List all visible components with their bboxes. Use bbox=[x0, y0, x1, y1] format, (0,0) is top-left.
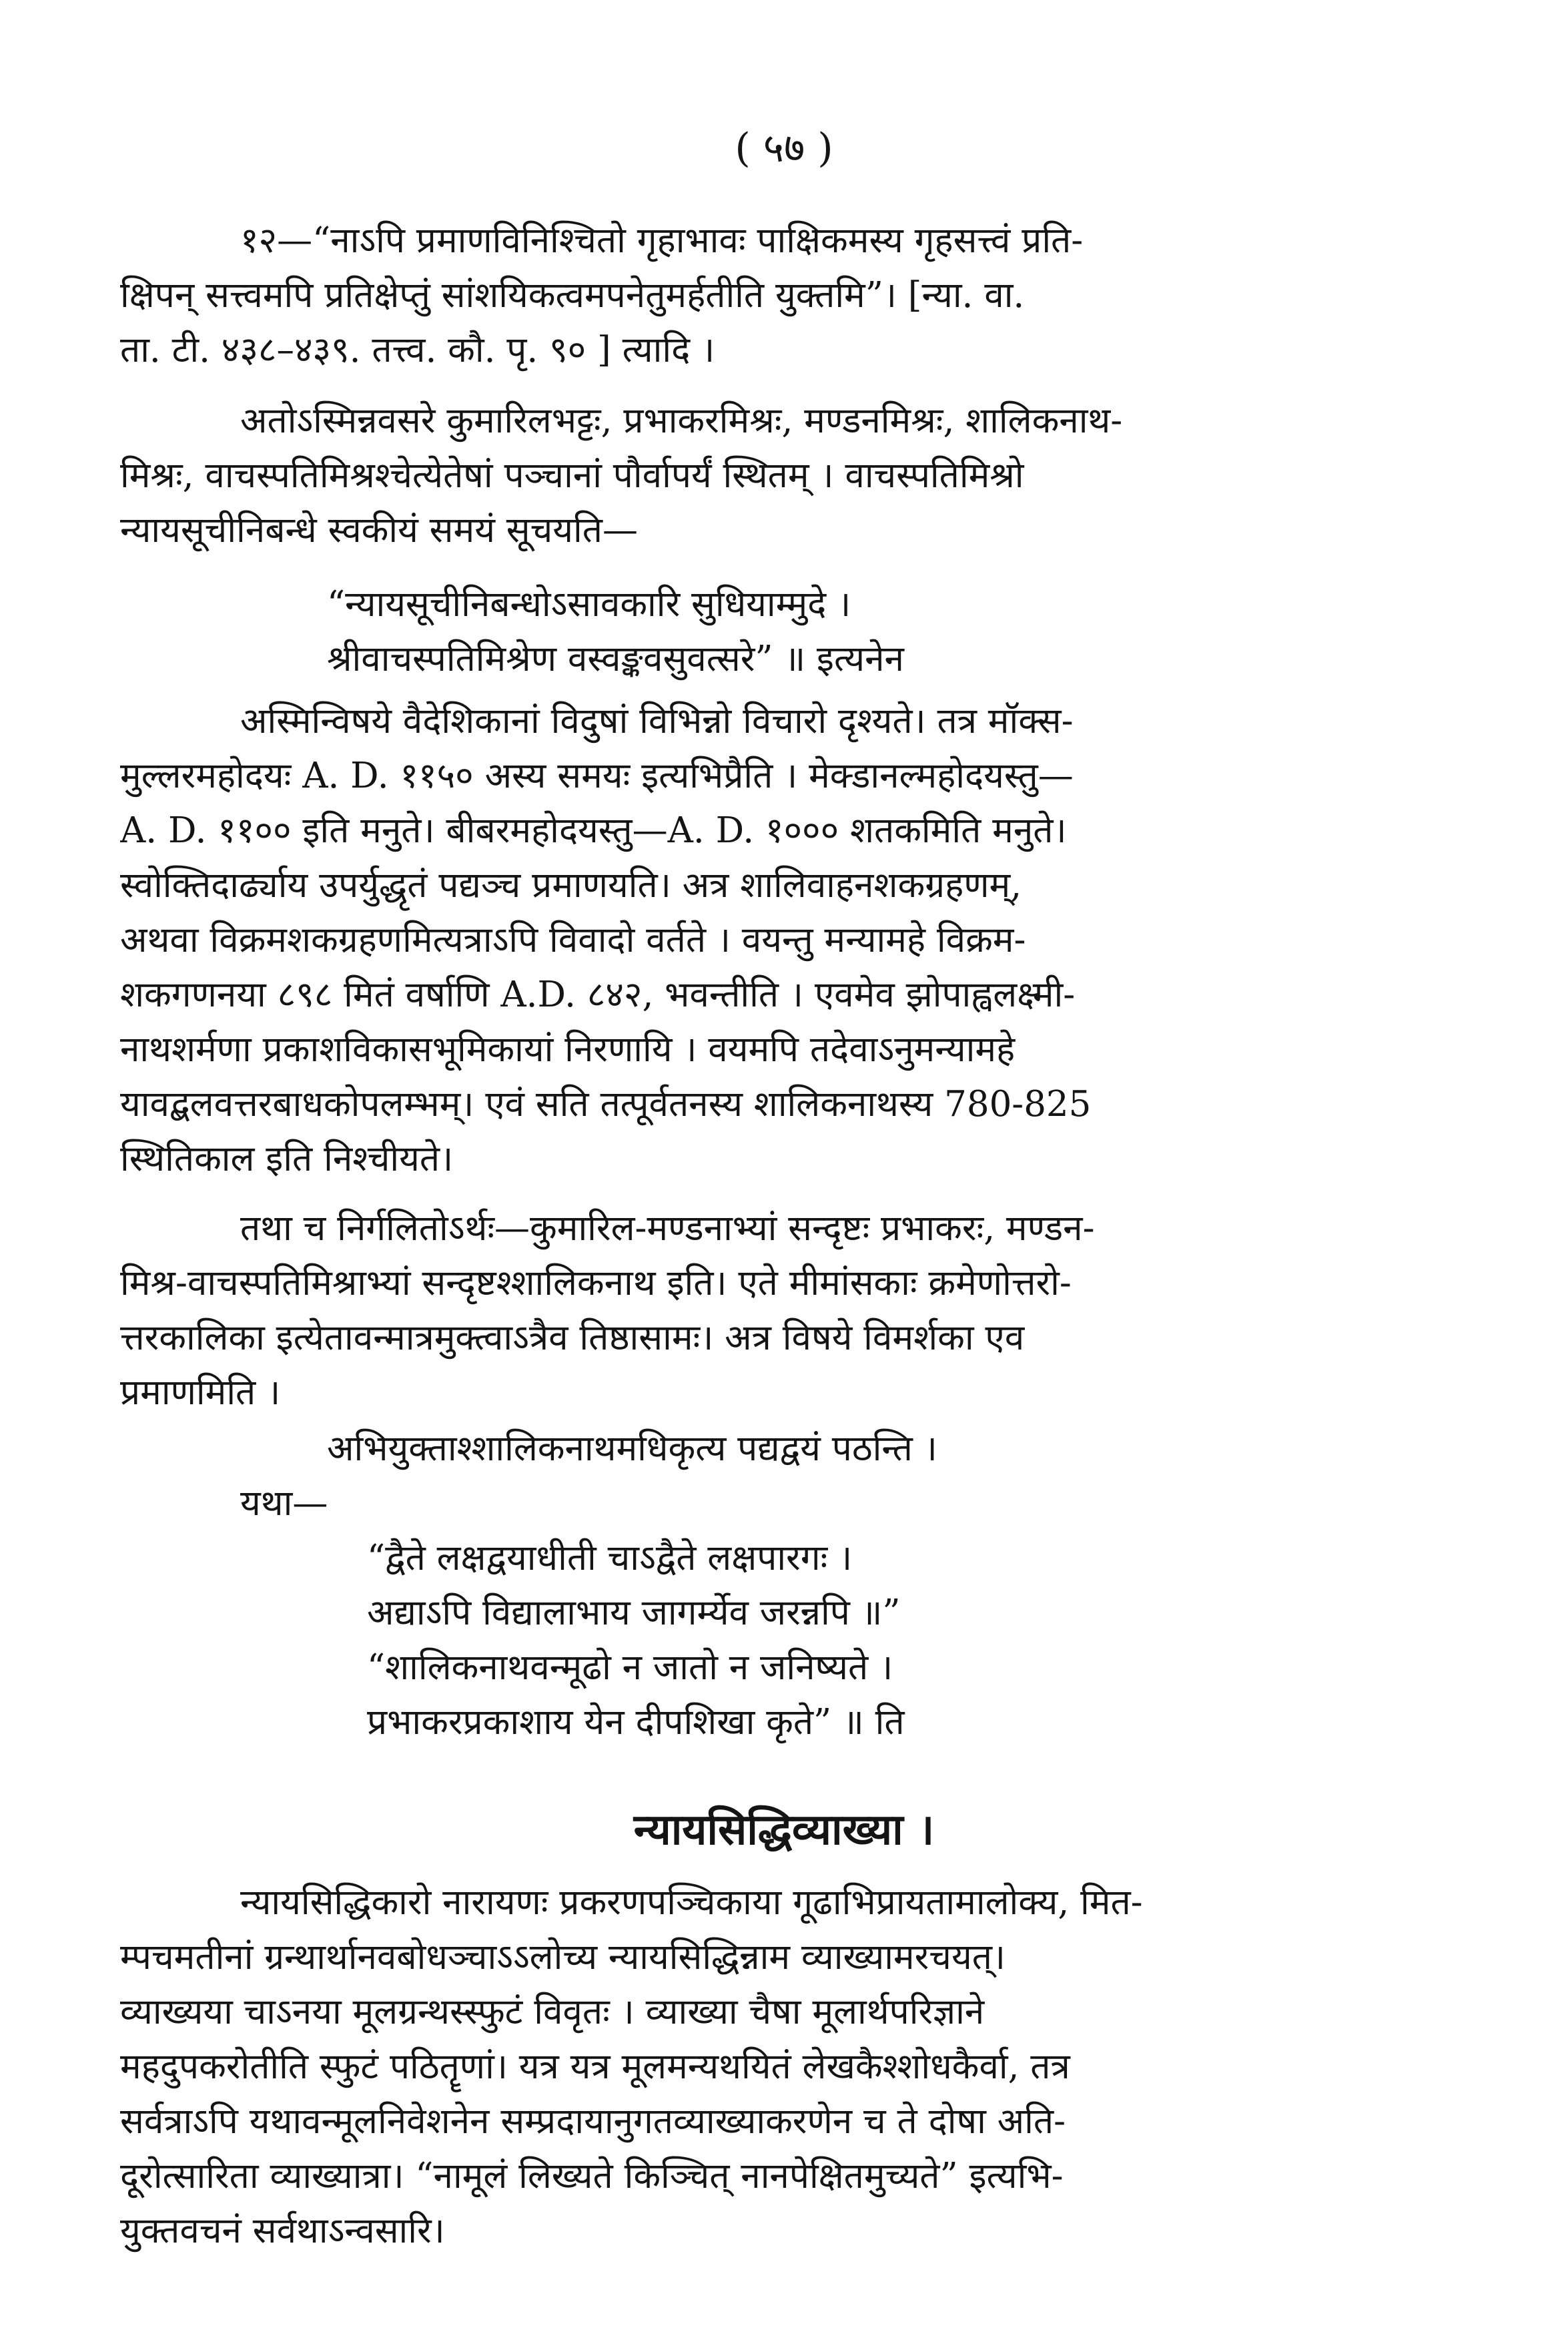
verse-line: श्रीवाचस्पतिमिश्रेण वस्वङ्कवसुवत्सरे” ॥ इत्यनेन bbox=[327, 639, 904, 679]
text-line: स्वोक्तिदार्ढ्याय उपर्युद्धृतं पद्यञ्च प्रमाणयति। अत्र शालिवाहनशकग्रहणम्, bbox=[120, 865, 1022, 906]
text-line: शकगणनया ८९८ मितं वर्षाणि A.D. ८४२, भवन्तीति । एवमेव झोपाह्वलक्ष्मी- bbox=[120, 974, 1076, 1015]
yatha-label: यथा— bbox=[240, 1483, 328, 1524]
section-heading: न्यायसिद्धिव्याख्या । bbox=[633, 1805, 935, 1855]
paragraph-12 bbox=[120, 214, 1408, 378]
text-line: महदुपकरोतीति स्फुटं पठितॄणां। यत्र यत्र मूलमन्यथयितं लेखकैश्शोधकैर्वा, तत्र bbox=[120, 2046, 1070, 2087]
text-line: प्रमाणमिति । bbox=[120, 1372, 281, 1413]
text-line: क्षिपन् सत्त्वमपि प्रतिक्षेप्तुं सांशयिकत्वमपनेतुमर्हतीति युक्तमि”। [न्या. वा. bbox=[120, 275, 1025, 316]
verse-nyayasuchi bbox=[120, 577, 1408, 687]
text-line: व्याख्यया चाऽनया मूलग्रन्थस्स्फुटं विवृतः । व्याख्या चैषा मूलार्थपरिज्ञाने bbox=[120, 1992, 985, 2032]
text-line: ता. टी. ४३८–४३९. तत्त्व. कौ. पृ. ९० ] त्यादि । bbox=[120, 330, 715, 370]
text-line: न्यायसूचीनिबन्धे स्वकीयं समयं सूचयति— bbox=[120, 510, 638, 551]
page-number: ( ५७ ) bbox=[735, 125, 833, 172]
text-line: सर्वत्राऽपि यथावन्मूलनिवेशनेन सम्प्रदायानुगतव्याख्याकरणेन च ते दोषा अति- bbox=[120, 2101, 1066, 2142]
paragraph-verses bbox=[120, 1422, 1408, 1750]
text-line: युक्तवचनं सर्वथाऽन्वसारि। bbox=[120, 2211, 445, 2251]
text-line: A. D. ११०० इति मनुते। बीबरमहोदयस्तु—A. D. १००० शतकमिति मनुते। bbox=[120, 810, 1067, 851]
text-line: अभियुक्ताश्शालिकनाथमधिकृत्य पद्यद्वयं पठन्ति । bbox=[327, 1428, 937, 1469]
text-line: अतोऽस्मिन्नवसरे कुमारिलभट्टः, प्रभाकरमिश्रः, मण्डनमिश्रः, शालिकनाथ- bbox=[240, 400, 1123, 441]
text-line: यावद्बलवत्तरबाधकोपलम्भम्। एवं सति तत्पूर्वतनस्य शालिकनाथस्य 780-825 bbox=[120, 1084, 1092, 1125]
text-line: मिश्र-वाचस्पतिमिश्राभ्यां सन्दृष्टश्शालिकनाथ इति। एते मीमांसकाः क्रमेणोत्तरो- bbox=[120, 1263, 1072, 1303]
paragraph-scholars bbox=[120, 694, 1408, 1187]
verse-line: “न्यायसूचीनिबन्धोऽसावकारि सुधियाम्मुदे । bbox=[327, 584, 851, 625]
text-line: स्थितिकाल इति निश्चीयते। bbox=[120, 1139, 454, 1179]
text-line: दूरोत्सारिता व्याख्यात्रा। “नामूलं लिख्यते किञ्चित् नानपेक्षितमुच्यते” इत्यभि- bbox=[120, 2156, 1064, 2197]
text-line: नाथशर्मणा प्रकाशविकासभूमिकायां निरणायि । वयमपि तदेवाऽनुमन्यामहे bbox=[120, 1029, 1016, 1070]
verse-line: “शालिकनाथवन्मूढो न जातो न जनिष्यते । bbox=[367, 1647, 893, 1688]
text-line: मिश्रः, वाचस्पतिमिश्रश्चेत्येतेषां पञ्चानां पौर्वापर्यं स्थितम् । वाचस्पतिमिश्रो bbox=[120, 455, 1024, 496]
paragraph-nyayasiddhi bbox=[120, 1875, 1408, 2259]
text-line: म्पचमतीनां ग्रन्थार्थानवबोधञ्चाऽऽलोच्य न्यायसिद्धिन्नाम व्याख्यामरचयत्। bbox=[120, 1937, 1006, 1978]
paragraph-chronology bbox=[120, 394, 1408, 558]
text-line: तथा च निर्गलितोऽर्थः—कुमारिल-मण्डनाभ्यां सन्दृष्टः प्रभाकरः, मण्डन- bbox=[240, 1208, 1095, 1249]
text-line: न्यायसिद्धिकारो नारायणः प्रकरणपञ्चिकाया गूढाभिप्रायतामालोक्य, मित- bbox=[240, 1882, 1143, 1923]
verse-line: प्रभाकरप्रकाशाय येन दीपशिखा कृते” ॥ ति bbox=[367, 1702, 905, 1743]
text-line: अस्मिन्विषये वैदेशिकानां विदुषां विभिन्नो विचारो दृश्यते। तत्र मॉक्स- bbox=[240, 701, 1074, 742]
verse-line: अद्याऽपि विद्यालाभाय जागर्म्येव जरन्नपि ॥” bbox=[367, 1592, 901, 1633]
verse-line: “द्वैते लक्षद्वयाधीती चाऽद्वैते लक्षपारगः । bbox=[367, 1538, 853, 1578]
text-line: अथवा विक्रमशकग्रहणमित्यत्राऽपि विवादो वर्तते । वयन्तु मन्यामहे विक्रम- bbox=[120, 920, 1026, 960]
text-line: त्तरकालिका इत्येतावन्मात्रमुक्त्वाऽत्रैव तिष्ठासामः। अत्र विषये विमर्शका एव bbox=[120, 1318, 1025, 1358]
text-line: मुल्लरमहोदयः A. D. ११५० अस्य समयः इत्यभिप्रैति । मेक्डानल्महोदयस्तु— bbox=[120, 756, 1074, 796]
text-line: १२—“नाऽपि प्रमाणविनिश्चितो गृहाभावः पाक्षिकमस्य गृहसत्त्वं प्रति- bbox=[240, 220, 1084, 261]
paragraph-conclusion bbox=[120, 1201, 1408, 1420]
